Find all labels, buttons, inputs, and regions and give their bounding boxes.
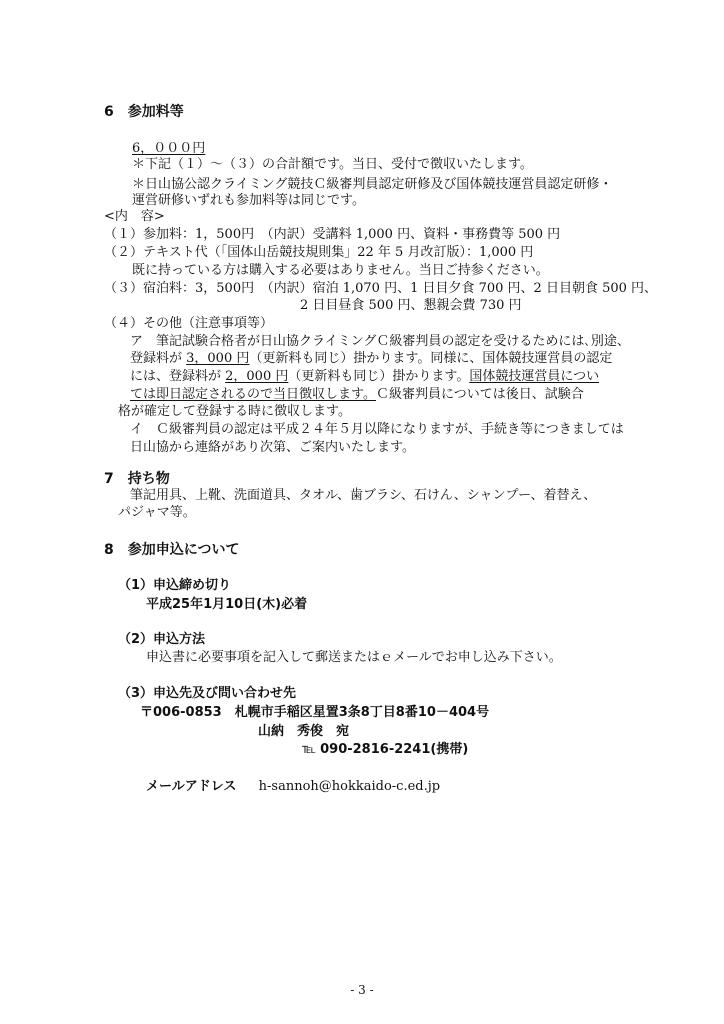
- item-4a-line-4: [130, 387, 584, 403]
- deadline-value: 平成25年1月10日(木)必着: [146, 597, 308, 612]
- contact-phone: 090-2816-2241(携帯): [320, 742, 469, 757]
- item-4b-line-1: イ Ｃ級審判員の認定は平成２４年５月以降になりますが、手続き等につきましては: [130, 422, 624, 437]
- page-number: - 3 -: [350, 983, 374, 997]
- fee-total: 6，０００円: [132, 141, 206, 156]
- fee-note-2: ＊日山協公認クライミング競技Ｃ級審判員認定研修及び国体競技運営員認定研修・: [132, 177, 613, 192]
- section7-heading: 7 持ち物: [104, 471, 170, 487]
- item-4a-line-3: [130, 369, 599, 385]
- section8-heading: 8 参加申込について: [104, 542, 240, 558]
- fee-note-3: 運営研修いずれも参加料等は同じです。: [132, 193, 365, 208]
- registration-fee-kokutai: 2，000 円: [225, 369, 289, 384]
- deadline-label: （1）申込締め切り: [118, 578, 232, 593]
- item-4: （４）その他（注意事項等）: [104, 316, 274, 331]
- item-3-cont: 2 日目昼食 500 円、懇親会費 730 円: [300, 298, 522, 313]
- contact-phone-line: [302, 742, 468, 758]
- method-value: 申込書に必要事項を記入して郵送またはｅメールでお申し込み下さい。: [146, 650, 562, 665]
- contact-label: （3）申込先及び問い合わせ先: [118, 686, 297, 701]
- item-4a-line-2-pre: 登録料が: [130, 351, 187, 366]
- item-4b-line-2: 日山協から連絡があり次第、ご案内いたします。: [130, 440, 415, 455]
- fee-note-1: ＊下記（１）～（３）の合計額です。当日、受付で徴収いたします。: [132, 157, 533, 172]
- item-4a-line-3-underlined: 国体競技運営員につい: [469, 369, 600, 384]
- email-address: h-sannoh@hokkaido-c.ed.jp: [258, 779, 441, 794]
- phone-icon: ℡: [302, 742, 316, 757]
- item-2: （２）テキスト代（「国体山岳競技規則集」22 年 5 月改訂版）：1,000 円: [104, 245, 534, 260]
- email-label: メールアドレス: [146, 779, 237, 794]
- item-2-note: 既に持っている方は購入する必要はありません。当日ご持参ください。: [132, 263, 549, 278]
- item-4a-line-2: [130, 351, 612, 367]
- item-4a-line-3-pre: には、登録料が: [130, 369, 226, 384]
- item-4a-line-1: ア 筆記試験合格者が日山協クライミングＣ級審判員の認定を受けるためには､別途、: [130, 334, 630, 349]
- item-4a-line-4-post: Ｃ級審判員については後日、試験合: [375, 387, 584, 402]
- registration-fee-c: 3，000 円: [186, 351, 250, 366]
- method-label: （2）申込方法: [118, 632, 206, 647]
- item-4a-line-3-mid: （更新料も同じ）掛かります。: [288, 369, 470, 384]
- item-4a-line-4-underlined: ては即日認定されるので当日徴収します。: [130, 387, 376, 402]
- belongings-line-2: パジャマ等。: [118, 505, 196, 520]
- email-line: [146, 779, 440, 795]
- item-1: （１）参加料：1，500円 （内訳）受講料 1,000 円、資料・事務費等 500 円: [104, 227, 561, 242]
- contact-recipient: 山納 秀俊 宛: [258, 724, 350, 739]
- section6-heading: 6 参加料等: [104, 104, 184, 120]
- contact-address: 〒006-0853 札幌市手稲区星置3条8丁目8番10－404号: [140, 705, 490, 720]
- item-4a-line-2-post: （更新料も同じ）掛かります。同様に、国体競技運営員の認定: [249, 351, 613, 366]
- belongings-line-1: 筆記用具、上靴、洗面道具、タオル、歯ブラシ、石けん、シャンプー、着替え、: [130, 488, 597, 503]
- item-4a-line-5: 格が確定して登録する時に徴収します。: [118, 404, 351, 419]
- contents-label: <内 容>: [104, 209, 165, 224]
- item-3: （３）宿泊料：3，500円 （内訳）宿泊 1,070 円、1 日目夕食 700 円、2 日目朝食 500 円、: [104, 281, 658, 296]
